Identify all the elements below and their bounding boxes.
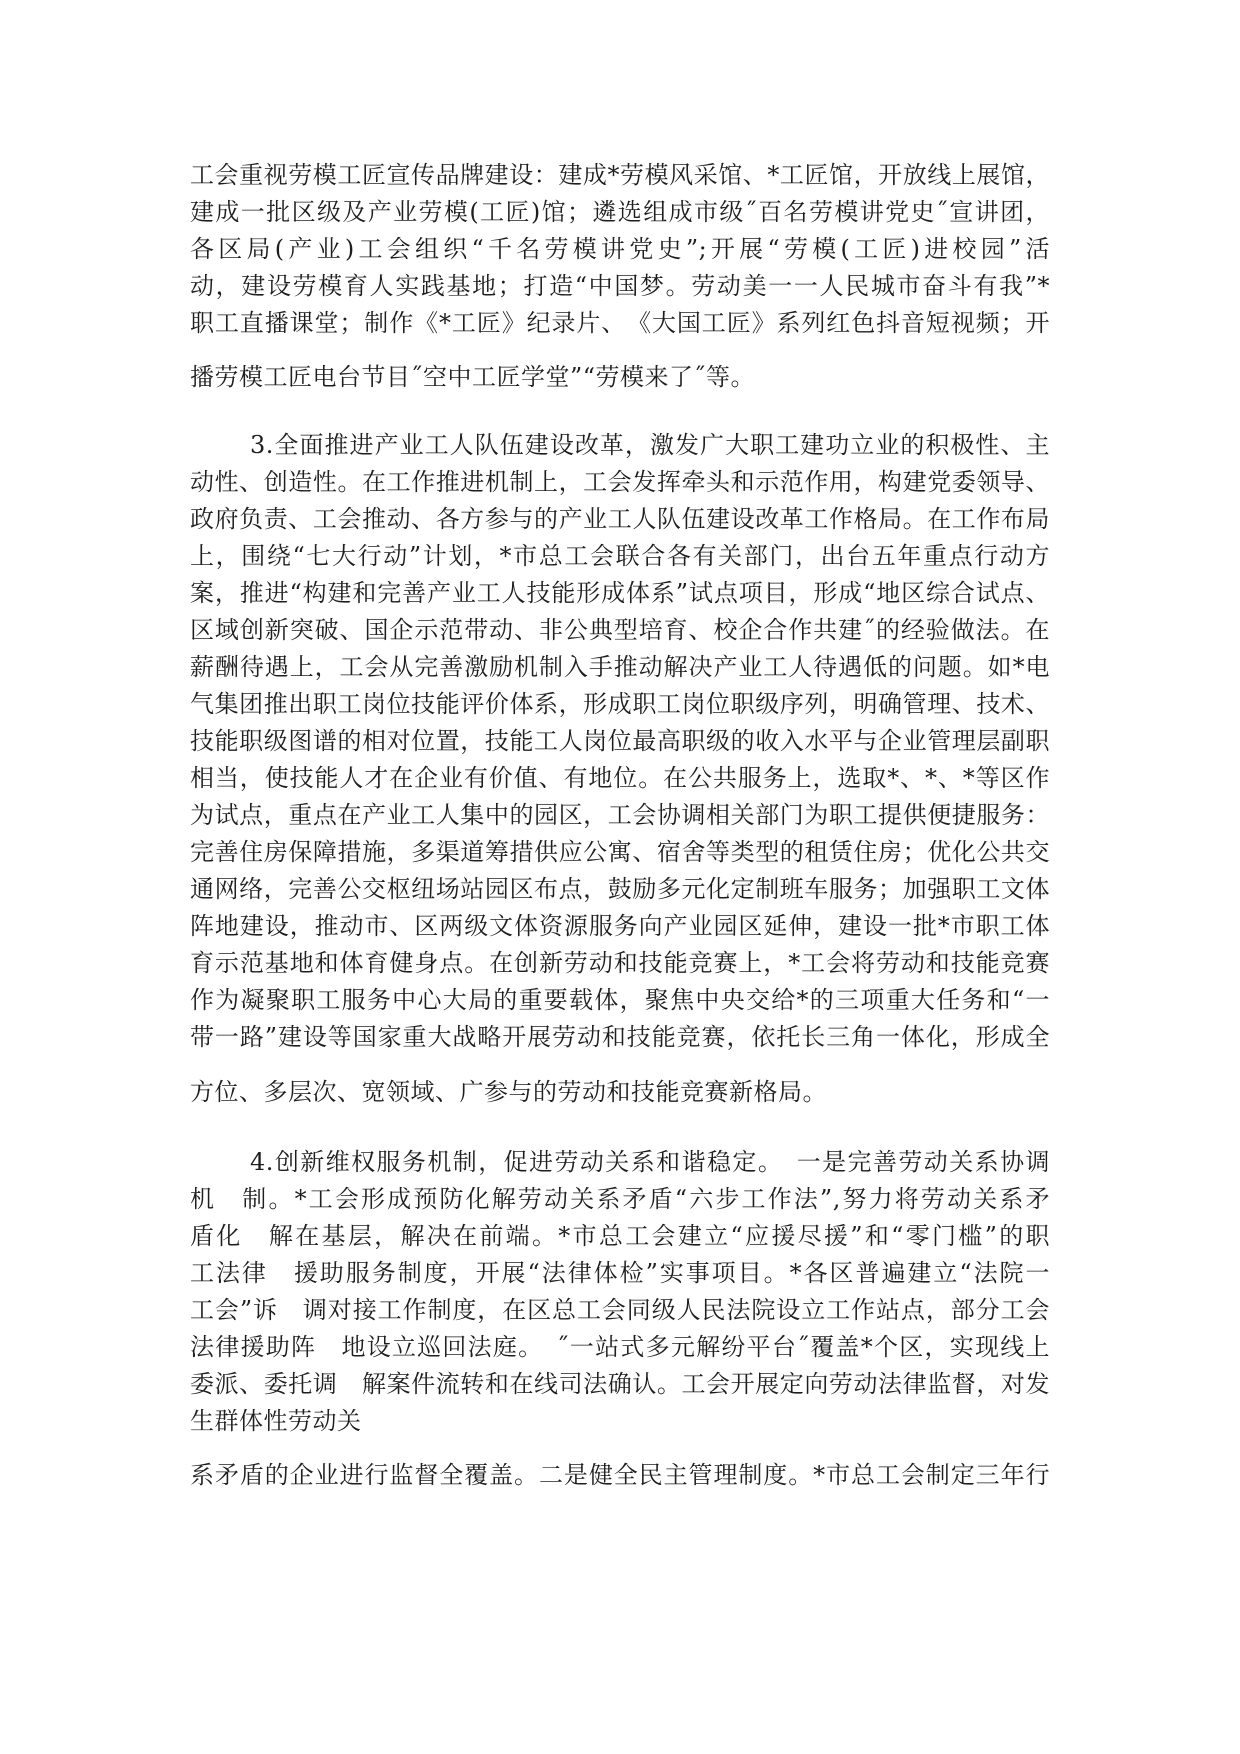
text-line: 法律援助阵 地设立巡回法庭。 ˝一站式多元解纷平台˝覆盖*个区，实现线上 [190, 1333, 1050, 1361]
text-line: 案，推进“构建和完善产业工人技能形成体系”试点项目，形成“地区综合试点、 [190, 579, 1050, 607]
text-line: 上，围绕“七大行动”计划，*市总工会联合各有关部门，出台五年重点行动方 [190, 542, 1050, 570]
text-line: 盾化 解在基层，解决在前端。*市总工会建立“应援尽援”和“零门槛”的职 [190, 1222, 1050, 1250]
text-line: 技能职级图谱的相对位置，技能工人岗位最高职级的收入水平与企业管理层副职 [190, 727, 1050, 755]
text-line: 阵地建设，推动市、区两级文体资源服务向产业园区延伸，建设一批*市职工体 [190, 912, 1050, 940]
text-line: 育示范基地和体育健身点。在创新劳动和技能竞赛上，*工会将劳动和技能竞赛 [190, 949, 1050, 977]
text-line: 工会重视劳模工匠宣传品牌建设：建成*劳模风采馆、*工匠馆，开放线上展馆， [190, 161, 1050, 189]
text-line: 带一路”建设等国家重大战略开展劳动和技能竞赛，依托长三角一体化，形成全 [190, 1023, 1050, 1051]
text-line: 通网络，完善公交枢纽场站园区布点，鼓励多元化定制班车服务；加强职工文体 [190, 875, 1050, 903]
text-line: 相当，使技能人才在企业有价值、有地位。在公共服务上，选取*、*、*等区作 [190, 764, 1050, 792]
text-line: 工法律 援助服务制度，开展“法律体检”实事项目。*各区普遍建立“法院一 [190, 1259, 1050, 1287]
text-line: 动性、创造性。在工作推进机制上，工会发挥牵头和示范作用，构建党委领导、 [190, 468, 1050, 496]
text-line: 机 制。*工会形成预防化解劳动关系矛盾“六步工作法”,努力将劳动关系矛 [190, 1185, 1050, 1213]
paragraph-heading-line: 3.全面推进产业工人队伍建设改革，激发广大职工建功立业的积极性、主 [250, 431, 1050, 459]
text-line: 委派、委托调 解案件流转和在线司法确认。工会开展定向劳动法律监督，对发 [190, 1370, 1050, 1398]
text-line: 完善住房保障措施，多渠道筹措供应公寓、宿舍等类型的租赁住房；优化公共交 [190, 838, 1050, 866]
text-line: 气集团推出职工岗位技能评价体系，形成职工岗位职级序列，明确管理、技术、 [190, 690, 1050, 718]
text-line: 播劳模工匠电台节目˝空中工匠学堂”“劳模来了˝等。 [190, 363, 756, 391]
text-line: 政府负责、工会推动、各方参与的产业工人队伍建设改革工作格局。在工作布局 [190, 505, 1050, 533]
text-line: 系矛盾的企业进行监督全覆盖。二是健全民主管理制度。*市总工会制定三年行 [190, 1461, 1050, 1489]
text-line: 为试点，重点在产业工人集中的园区，工会协调相关部门为职工提供便捷服务： [190, 801, 1050, 829]
text-line: 方位、多层次、宽领域、广参与的劳动和技能竞赛新格局。 [190, 1078, 827, 1106]
text-line: 各区局(产业)工会组织“千名劳模讲党史”;开展“劳模(工匠)进校园”活 [190, 235, 1050, 263]
text-line: 建成一批区级及产业劳模(工匠)馆；遴选组成市级˝百名劳模讲党史˝宣讲团， [190, 198, 1050, 226]
text-line: 职工直播课堂；制作《*工匠》纪录片、 《大国工匠》系列红色抖音短视频；开 [190, 309, 1050, 337]
text-line: 生群体性劳动关 [190, 1407, 362, 1435]
text-line: 作为凝聚职工服务中心大局的重要载体，聚焦中央交给*的三项重大任务和“一 [190, 986, 1050, 1014]
paragraph-heading-line: 4.创新维权服务机制，促进劳动关系和谐稳定。 一是完善劳动关系协调 [250, 1148, 1050, 1176]
text-line: 动，建设劳模育人实践基地；打造“中国梦。劳动美一一人民城市奋斗有我”* [190, 272, 1050, 300]
text-line: 区域创新突破、国企示范带动、非公典型培育、校企合作共建˝的经验做法。在 [190, 616, 1050, 644]
text-line: 薪酬待遇上，工会从完善激励机制入手推动解决产业工人待遇低的问题。如*电 [190, 653, 1050, 681]
text-line: 工会”诉 调对接工作制度，在区总工会同级人民法院设立工作站点，部分工会 [190, 1296, 1050, 1324]
